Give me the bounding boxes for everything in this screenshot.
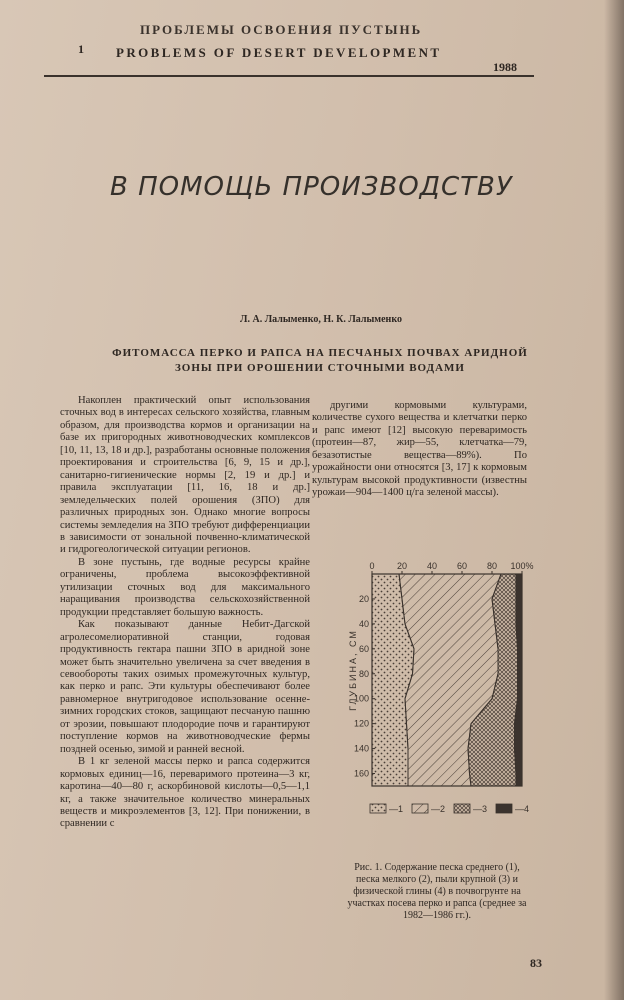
y-axis-label: ГЛУБИНА, СМ: [348, 629, 358, 711]
issue-year: 1988: [493, 60, 517, 74]
y-tick-label: 140: [353, 743, 369, 754]
x-tick-label: 20: [396, 561, 408, 571]
legend-swatch-4: [496, 804, 512, 813]
x-tick-label: 0: [369, 561, 375, 571]
paragraph: В зоне пустынь, где водные ресурсы крайне ограничены, проблема высокоэффективной утилизации сточных вод для максимального наращивания производства сельскохозяйственной продукции представляет большую важность.: [60, 556, 310, 618]
y-tick-label: 20: [358, 593, 369, 604]
journal-title-russian: ПРОБЛЕМЫ ОСВОЕНИЯ ПУСТЫНЬ: [140, 22, 423, 37]
x-tick-label: 40: [426, 561, 438, 571]
y-tick-label: 80: [358, 668, 369, 679]
legend-swatch-3: [454, 804, 470, 813]
y-tick-label: 100: [353, 693, 369, 704]
header-rule: [44, 75, 534, 77]
y-tick-label: 160: [353, 768, 369, 779]
issue-number: 1: [78, 42, 84, 56]
journal-title-english: PROBLEMS OF DESERT DEVELOPMENT: [116, 45, 442, 60]
article-authors: Л. А. Лалыменко, Н. К. Лалыменко: [240, 314, 402, 325]
book-spine-shadow: [604, 0, 624, 1000]
soil-composition-chart: [350, 560, 550, 830]
legend-label-1: —1: [389, 804, 404, 814]
legend-label-4: —4: [515, 804, 530, 814]
right-text-column: [312, 400, 527, 500]
paragraph: В 1 кг зеленой массы перко и рапса содержится кормовых единиц—16, переваримого протеина—3 кг, каротина—40—80 г, аскорбиновой кислоты—0,5—1,1 кг, а также значительное количество минеральных веществ и микроэлементов [3, 12]. При понижении, в сравнении с: [60, 756, 310, 830]
legend-label-3: —3: [473, 804, 488, 814]
left-text-column: [60, 395, 310, 831]
legend-swatch-2: [412, 804, 428, 813]
paragraph: Как показывают данные Небит-Дагской агролесомелиоративной станции, годовая продуктивность гектара пашни ЗПО в аридной зоне может быть значительно увеличена за счет введения в севообороты таких озимых промежуточных культур, как перко и рапс. Эти культуры обеспечивают более равномерное внутригодовое использование осенне-зимних городских стоков, защищают песчаную пашню от эрозии, повышают плодородие почв и гарантируют поступление кормов на животноводческие фермы поздней осенью, зимой и ранней весной.: [60, 619, 310, 755]
article-title: ФИТОМАССА ПЕРКО И РАПСА НА ПЕСЧАНЫХ ПОЧВАХ АРИДНОЙ ЗОНЫ ПРИ ОРОШЕНИИ СТОЧНЫМИ ВОДАМИ: [112, 347, 528, 374]
x-tick-label: 100%: [510, 561, 534, 571]
paragraph: другими кормовыми культурами, количестве сухого вещества и клетчатки перко и рапс имеют [12] высокую переваримость (протеин—87, жир—55, клетчатка—79, безазотистые вещества—89%). По урожайности они относятся [3, 17] к кормовым культурам высокой продуктивности (известны урожаи—904—1400 ц/га зеленой массы).: [312, 400, 527, 499]
x-tick-label: 80: [486, 561, 498, 571]
legend-swatch-1: [370, 804, 386, 813]
section-rubric: В ПОМОЩЬ ПРОИЗВОДСТВУ: [110, 172, 513, 202]
y-tick-label: 40: [358, 618, 369, 629]
page-number: 83: [530, 956, 542, 970]
paragraph: Накоплен практический опыт использования сточных вод в интересах сельского хозяйства, главным образом, для производства кормов и организации на базе их пригородных животноводческих комплексов [10, 11, 13, 18 и др.], разработаны основные положения проектирования и строительства [6, 9, 15 и др.], санитарно-гигиенические нормы [2, 19 и др.] и правила эксплуатации [11, 16, 18 и др.] земледельческих полей орошения (ЗПО) для различных природных зон. Однако многие вопросы системы земледелия на ЗПО требуют дифференциации в зависимости от зональной почвенно-климатической и гидрогеологической ситуации регионов.: [60, 395, 310, 556]
x-tick-label: 60: [456, 561, 468, 571]
figure-caption: Рис. 1. Содержание песка среднего (1), песка мелкого (2), пыли крупной (3) и физической глины (4) в почвогрунте на участках посева перко и рапса (среднее за 1982—1986 гг.).: [347, 862, 527, 921]
legend-label-2: —2: [431, 804, 446, 814]
y-tick-label: 60: [358, 643, 369, 654]
y-tick-label: 120: [353, 718, 369, 729]
